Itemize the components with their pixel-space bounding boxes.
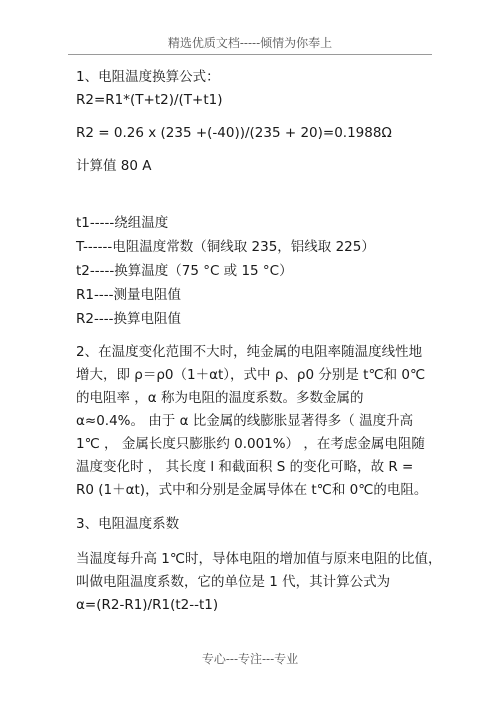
calculated-value: 计算值 80 A (76, 158, 152, 174)
section-1-heading: 1、电阻温度换算公式： (76, 69, 220, 85)
header-divider (68, 54, 432, 55)
section-2-line: α≈0.4%。 由于 α 比金属的线膨胀显著得多（ 温度升高 (76, 413, 414, 429)
legend-item-R2: R2----换算电阻值 (76, 311, 181, 327)
page-header: 精选优质文档-----倾情为你奉上 (167, 36, 333, 50)
section-3-line: α=(R2-R1)/R1(t2--t1) (76, 597, 219, 613)
section-2-line: 1℃ ， 金属长度只膨胀约 0.001%） ，在考虑金属电阻随 (76, 436, 425, 452)
conversion-formula: R2=R1*(T+t2)/(T+t1) (76, 92, 223, 108)
legend-item-R1: R1----测量电阻值 (76, 287, 181, 303)
page-footer: 专心---专注---专业 (201, 652, 299, 666)
section-2-line: 2、在温度变化范围不大时，纯金属的电阻率随温度线性地 (76, 344, 423, 360)
section-2-line: 温度变化时 ， 其长度 l 和截面积 S 的变化可略，故 R = (76, 459, 414, 475)
legend-item-t1: t1-----绕组温度 (76, 215, 169, 231)
section-2-line: 的电阻率 ，α 称为电阻的温度系数。多数金属的 (76, 390, 364, 406)
section-2-line: R0 (1＋αt)，式中和分别是金属导体在 t℃和 0℃的电阻。 (76, 482, 428, 498)
section-3-line: 当温度每升高 1℃时，导体电阻的增加值与原来电阻的比值， (76, 551, 442, 567)
legend-item-t2: t2-----换算温度（75 °C 或 15 °C） (76, 263, 293, 279)
section-3-line: 叫做电阻温度系数，它的单位是 1 代，其计算公式为 (76, 574, 391, 590)
section-3-heading: 3、电阻温度系数 (76, 516, 180, 532)
legend-item-T: T------电阻温度常数（铜线取 235，铝线取 225） (76, 239, 375, 255)
example-calculation: R2 = 0.26 x (235 +(-40))/(235 + 20)=0.1988Ω (76, 125, 392, 141)
section-2-line: 增大，即 ρ＝ρ0（1＋αt），式中 ρ、ρ0 分别是 t℃和 0℃ (76, 367, 426, 383)
